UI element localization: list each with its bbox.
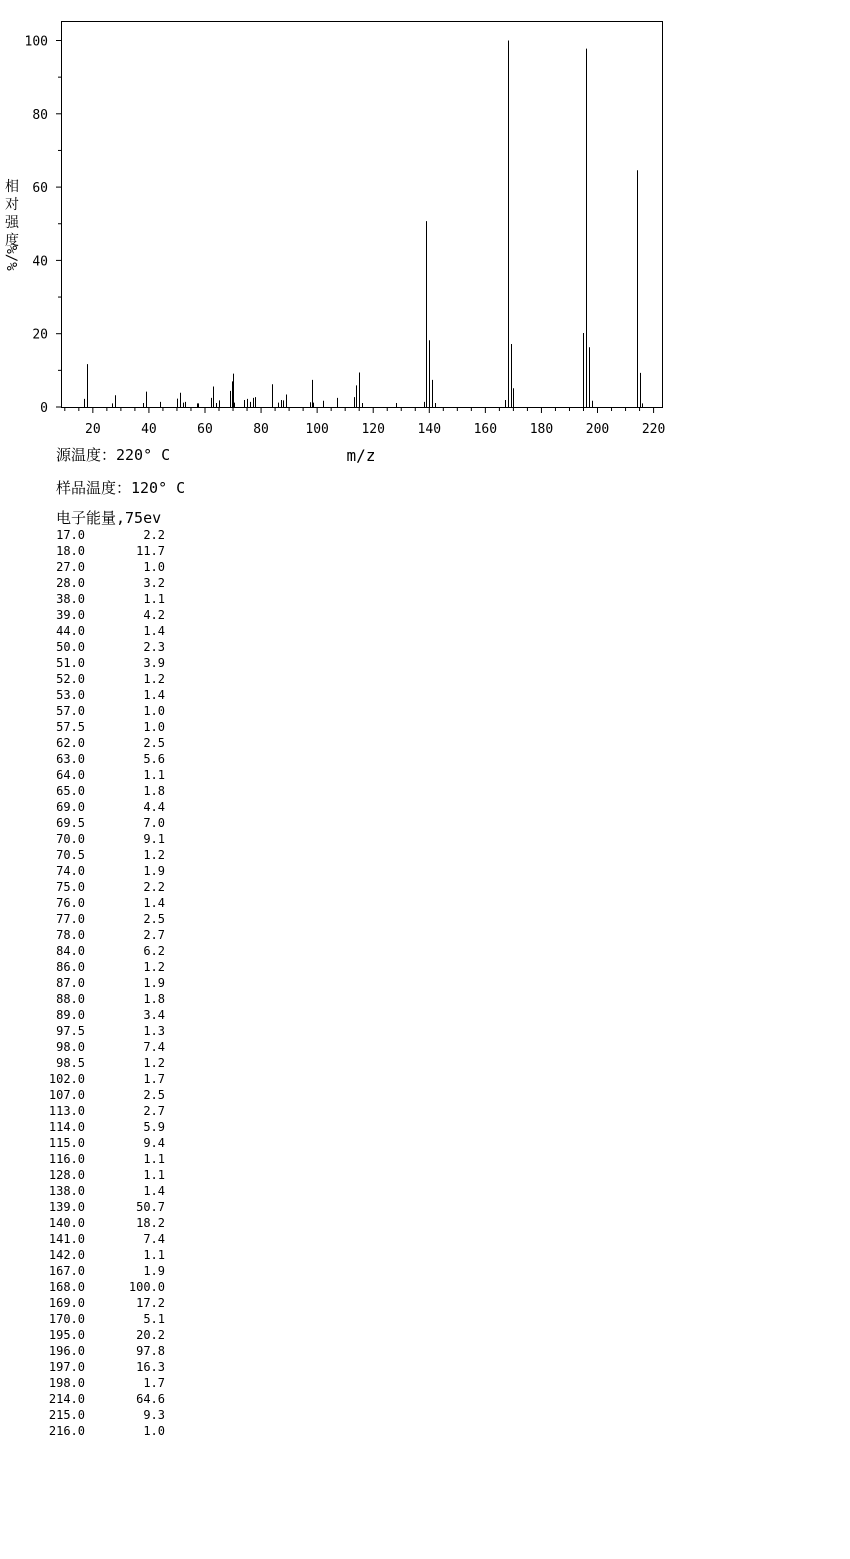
x-tick-label: 40	[141, 422, 157, 437]
table-row	[40, 1263, 165, 1279]
abundance-value: 2.2	[143, 528, 165, 542]
y-tick-label: 20	[32, 327, 48, 343]
peak-table	[40, 527, 165, 1439]
table-row	[40, 543, 165, 559]
y-axis-label-char: 强	[5, 215, 19, 231]
table-row	[40, 1103, 165, 1119]
table-row	[40, 1295, 165, 1311]
table-row	[40, 1343, 165, 1359]
x-tick-label: 60	[197, 422, 213, 437]
table-row	[40, 559, 165, 575]
mz-value: 62.0	[56, 736, 85, 750]
abundance-value: 1.1	[143, 1152, 165, 1166]
abundance-value: 100.0	[128, 1280, 165, 1294]
table-row	[40, 927, 165, 943]
mz-value: 76.0	[56, 896, 85, 910]
abundance-value: 50.7	[136, 1200, 165, 1214]
y-tick-label: 100	[24, 34, 48, 50]
x-tick-label: 120	[361, 422, 385, 437]
mz-value: 140.0	[48, 1216, 85, 1230]
table-row	[40, 943, 165, 959]
mz-value: 38.0	[56, 592, 85, 606]
y-axis-label-char: 相	[5, 179, 19, 195]
mz-value: 197.0	[48, 1360, 85, 1374]
mz-value: 102.0	[48, 1072, 85, 1086]
table-row	[40, 911, 165, 927]
abundance-value: 7.4	[143, 1232, 165, 1246]
abundance-value: 2.5	[143, 912, 165, 926]
table-row	[40, 1215, 165, 1231]
abundance-value: 16.3	[136, 1360, 165, 1374]
abundance-value: 5.1	[143, 1312, 165, 1326]
x-tick-label: 200	[585, 422, 610, 437]
table-row	[40, 735, 165, 751]
abundance-value: 1.7	[143, 1072, 165, 1086]
abundance-value: 97.8	[136, 1344, 165, 1358]
table-row	[40, 1167, 165, 1183]
table-row	[40, 847, 165, 863]
abundance-value: 1.1	[143, 1168, 165, 1182]
table-row	[40, 783, 165, 799]
table-row	[40, 1151, 165, 1167]
table-row	[40, 1135, 165, 1151]
mz-value: 107.0	[48, 1088, 85, 1102]
mass-spectrum-chart	[0, 0, 850, 470]
mz-value: 52.0	[56, 672, 85, 686]
mz-value: 69.0	[56, 800, 85, 814]
table-row	[40, 703, 165, 719]
mz-value: 170.0	[48, 1312, 85, 1326]
abundance-value: 1.2	[143, 672, 165, 686]
mz-value: 77.0	[56, 912, 85, 926]
table-row	[40, 1087, 165, 1103]
mz-value: 168.0	[48, 1280, 85, 1294]
table-row	[40, 1247, 165, 1263]
mz-value: 215.0	[48, 1408, 85, 1422]
abundance-value: 1.4	[143, 688, 165, 702]
table-row	[40, 1279, 165, 1295]
abundance-value: 1.8	[143, 784, 165, 798]
table-row	[40, 575, 165, 591]
y-tick-label: 60	[32, 181, 48, 197]
abundance-value: 1.0	[143, 720, 165, 734]
mz-value: 53.0	[56, 688, 85, 702]
abundance-value: 1.3	[143, 1024, 165, 1038]
mz-value: 44.0	[56, 624, 85, 638]
mz-value: 128.0	[48, 1168, 85, 1182]
table-row	[40, 1039, 165, 1055]
x-tick-label: 220	[641, 422, 666, 437]
table-row	[40, 607, 165, 623]
abundance-value: 9.4	[143, 1136, 165, 1150]
x-axis-label: m/z	[346, 446, 376, 465]
mz-value: 63.0	[56, 752, 85, 766]
abundance-value: 3.4	[143, 1008, 165, 1022]
table-row	[40, 639, 165, 655]
abundance-value: 1.4	[143, 1184, 165, 1198]
table-row	[40, 1055, 165, 1071]
abundance-value: 4.4	[143, 800, 165, 814]
x-tick-label: 140	[417, 422, 442, 437]
table-row	[40, 831, 165, 847]
mz-value: 39.0	[56, 608, 85, 622]
mz-value: 69.5	[56, 816, 85, 830]
abundance-value: 17.2	[136, 1296, 165, 1310]
mz-value: 198.0	[48, 1376, 85, 1390]
mz-value: 196.0	[48, 1344, 85, 1358]
abundance-value: 7.0	[143, 816, 165, 830]
table-row	[40, 815, 165, 831]
mz-value: 195.0	[48, 1328, 85, 1342]
mz-value: 113.0	[48, 1104, 85, 1118]
table-row	[40, 1423, 165, 1439]
y-tick-label: 40	[32, 254, 48, 270]
mz-value: 115.0	[48, 1136, 85, 1150]
abundance-value: 7.4	[143, 1040, 165, 1054]
abundance-value: 5.6	[143, 752, 165, 766]
mz-value: 65.0	[56, 784, 85, 798]
abundance-value: 2.7	[143, 1104, 165, 1118]
x-tick-label: 160	[473, 422, 498, 437]
abundance-value: 2.3	[143, 640, 165, 654]
abundance-value: 1.4	[143, 624, 165, 638]
mz-value: 138.0	[48, 1184, 85, 1198]
abundance-value: 9.1	[143, 832, 165, 846]
table-row	[40, 719, 165, 735]
abundance-value: 6.2	[143, 944, 165, 958]
mz-value: 116.0	[48, 1152, 85, 1166]
abundance-value: 2.5	[143, 736, 165, 750]
table-row	[40, 1199, 165, 1215]
abundance-value: 1.2	[143, 1056, 165, 1070]
table-row	[40, 1327, 165, 1343]
mz-value: 78.0	[56, 928, 85, 942]
mz-value: 88.0	[56, 992, 85, 1006]
x-tick-label: 180	[529, 422, 554, 437]
mz-value: 87.0	[56, 976, 85, 990]
mz-value: 50.0	[56, 640, 85, 654]
mz-value: 86.0	[56, 960, 85, 974]
mz-value: 18.0	[56, 544, 85, 558]
table-row	[40, 879, 165, 895]
y-axis-label-char: 对	[5, 197, 19, 213]
y-axis-label-char: 度	[5, 233, 19, 249]
mz-value: 141.0	[48, 1232, 85, 1246]
abundance-value: 18.2	[136, 1216, 165, 1230]
abundance-value: 20.2	[136, 1328, 165, 1342]
mz-value: 57.0	[56, 704, 85, 718]
mz-value: 64.0	[56, 768, 85, 782]
table-row	[40, 799, 165, 815]
mz-value: 97.5	[56, 1024, 85, 1038]
mz-value: 75.0	[56, 880, 85, 894]
mz-value: 74.0	[56, 864, 85, 878]
table-row	[40, 1375, 165, 1391]
abundance-value: 1.1	[143, 768, 165, 782]
mz-value: 139.0	[48, 1200, 85, 1214]
table-row	[40, 1071, 165, 1087]
mz-value: 167.0	[48, 1264, 85, 1278]
sample-temperature: 样品温度：120° C	[56, 479, 186, 497]
mz-value: 98.0	[56, 1040, 85, 1054]
table-row	[40, 991, 165, 1007]
y-axis-label-char: %/%	[3, 245, 19, 271]
y-axis-label	[3, 178, 20, 271]
table-row	[40, 623, 165, 639]
abundance-value: 1.9	[143, 1264, 165, 1278]
table-row	[40, 1311, 165, 1327]
table-row	[40, 527, 165, 543]
table-row	[40, 687, 165, 703]
abundance-value: 1.7	[143, 1376, 165, 1390]
mz-value: 17.0	[56, 528, 85, 542]
abundance-value: 1.2	[143, 848, 165, 862]
mz-value: 98.5	[56, 1056, 85, 1070]
electron-energy: 电子能量,75ev	[56, 509, 162, 527]
mz-value: 169.0	[48, 1296, 85, 1310]
source-temperature: 源温度：220° C	[56, 446, 171, 464]
abundance-value: 1.2	[143, 960, 165, 974]
table-row	[40, 655, 165, 671]
abundance-value: 1.0	[143, 704, 165, 718]
abundance-value: 1.8	[143, 992, 165, 1006]
table-row	[40, 895, 165, 911]
mz-value: 216.0	[48, 1424, 85, 1438]
table-row	[40, 863, 165, 879]
abundance-value: 2.5	[143, 1088, 165, 1102]
table-row	[40, 1007, 165, 1023]
table-row	[40, 975, 165, 991]
abundance-value: 2.2	[143, 880, 165, 894]
mz-value: 28.0	[56, 576, 85, 590]
abundance-value: 1.4	[143, 896, 165, 910]
table-row	[40, 1023, 165, 1039]
mz-value: 89.0	[56, 1008, 85, 1022]
axis-ticks	[25, 35, 666, 438]
table-row	[40, 1391, 165, 1407]
table-row	[40, 1407, 165, 1423]
peak-bars	[85, 41, 643, 408]
mz-value: 142.0	[48, 1248, 85, 1262]
table-row	[40, 959, 165, 975]
table-row	[40, 1231, 165, 1247]
abundance-value: 1.9	[143, 864, 165, 878]
mz-value: 70.0	[56, 832, 85, 846]
x-tick-label: 100	[305, 422, 329, 437]
table-row	[40, 1183, 165, 1199]
abundance-value: 3.2	[143, 576, 165, 590]
mz-value: 114.0	[48, 1120, 85, 1134]
x-tick-label: 80	[253, 422, 269, 437]
mz-value: 57.5	[56, 720, 85, 734]
y-tick-label: 0	[40, 401, 48, 416]
mz-value: 51.0	[56, 656, 85, 670]
abundance-value: 5.9	[143, 1120, 165, 1134]
abundance-value: 1.1	[143, 1248, 165, 1262]
table-row	[40, 671, 165, 687]
table-row	[40, 751, 165, 767]
y-tick-label: 80	[32, 107, 48, 123]
table-row	[40, 767, 165, 783]
abundance-value: 1.1	[143, 592, 165, 606]
abundance-value: 1.0	[143, 1424, 165, 1438]
table-row	[40, 1119, 165, 1135]
abundance-value: 64.6	[136, 1392, 165, 1406]
abundance-value: 9.3	[143, 1408, 165, 1422]
plot-frame	[62, 22, 663, 408]
abundance-value: 2.7	[143, 928, 165, 942]
mz-value: 27.0	[56, 560, 85, 574]
abundance-value: 1.0	[143, 560, 165, 574]
abundance-value: 4.2	[143, 608, 165, 622]
table-row	[40, 591, 165, 607]
table-row	[40, 1359, 165, 1375]
x-tick-label: 20	[85, 422, 101, 437]
abundance-value: 1.9	[143, 976, 165, 990]
mz-value: 84.0	[56, 944, 85, 958]
abundance-value: 11.7	[136, 544, 165, 558]
abundance-value: 3.9	[143, 656, 165, 670]
mz-value: 214.0	[48, 1392, 85, 1406]
mz-value: 70.5	[56, 848, 85, 862]
